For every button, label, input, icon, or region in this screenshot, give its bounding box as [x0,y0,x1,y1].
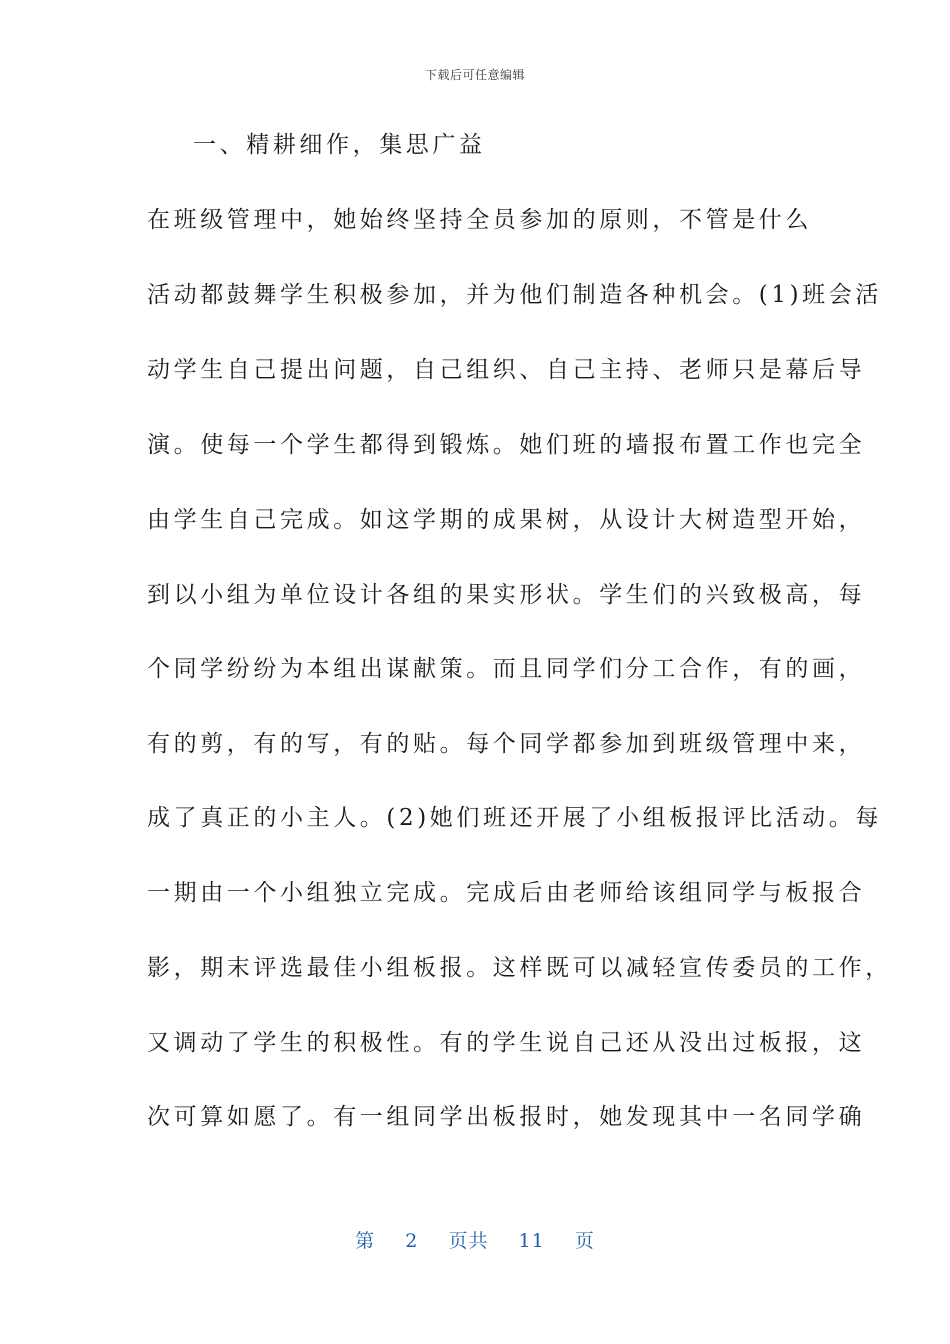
body-line: 一期由一个小组独立完成。完成后由老师给该组同学与板报合 [147,880,866,906]
body-line: 活动都鼓舞学生积极参加，并为他们制造各种机会。(1)班会活 [147,282,882,308]
body-line: 又调动了学生的积极性。有的学生说自己还从没出过板报，这 [147,1030,866,1056]
body-line: 动学生自己提出问题，自己组织、自己主持、老师只是幕后导 [147,357,866,383]
body-line: 影，期末评选最佳小组板报。这样既可以减轻宣传委员的工作， [147,955,892,981]
section-heading: 一、精耕细作，集思广益 [193,132,486,158]
body-line: 在班级管理中，她始终坚持全员参加的原则，不管是什么 [147,207,812,233]
page-footer [0,1226,950,1253]
body-line: 演。使每一个学生都得到锻炼。她们班的墙报布置工作也完全 [147,432,866,458]
body-line: 成了真正的小主人。(2)她们班还开展了小组板报评比活动。每 [147,805,882,831]
body-line: 次可算如愿了。有一组同学出板报时，她发现其中一名同学确 [147,1104,866,1130]
current-page-number: 2 [405,1230,419,1252]
page-header: 下载后可任意编辑 [424,68,525,82]
body-line: 由学生自己完成。如这学期的成果树，从设计大树造型开始， [147,507,866,533]
footer-prefix: 第 [355,1230,376,1252]
footer-suffix: 页 [574,1230,595,1252]
body-line: 个同学纷纷为本组出谋献策。而且同学们分工合作，有的画， [147,656,866,682]
footer-middle: 页共 [448,1230,489,1252]
total-pages-number: 11 [518,1230,545,1252]
body-line: 有的剪，有的写，有的贴。每个同学都参加到班级管理中来， [147,731,866,757]
body-line: 到以小组为单位设计各组的果实形状。学生们的兴致极高，每 [147,582,866,608]
